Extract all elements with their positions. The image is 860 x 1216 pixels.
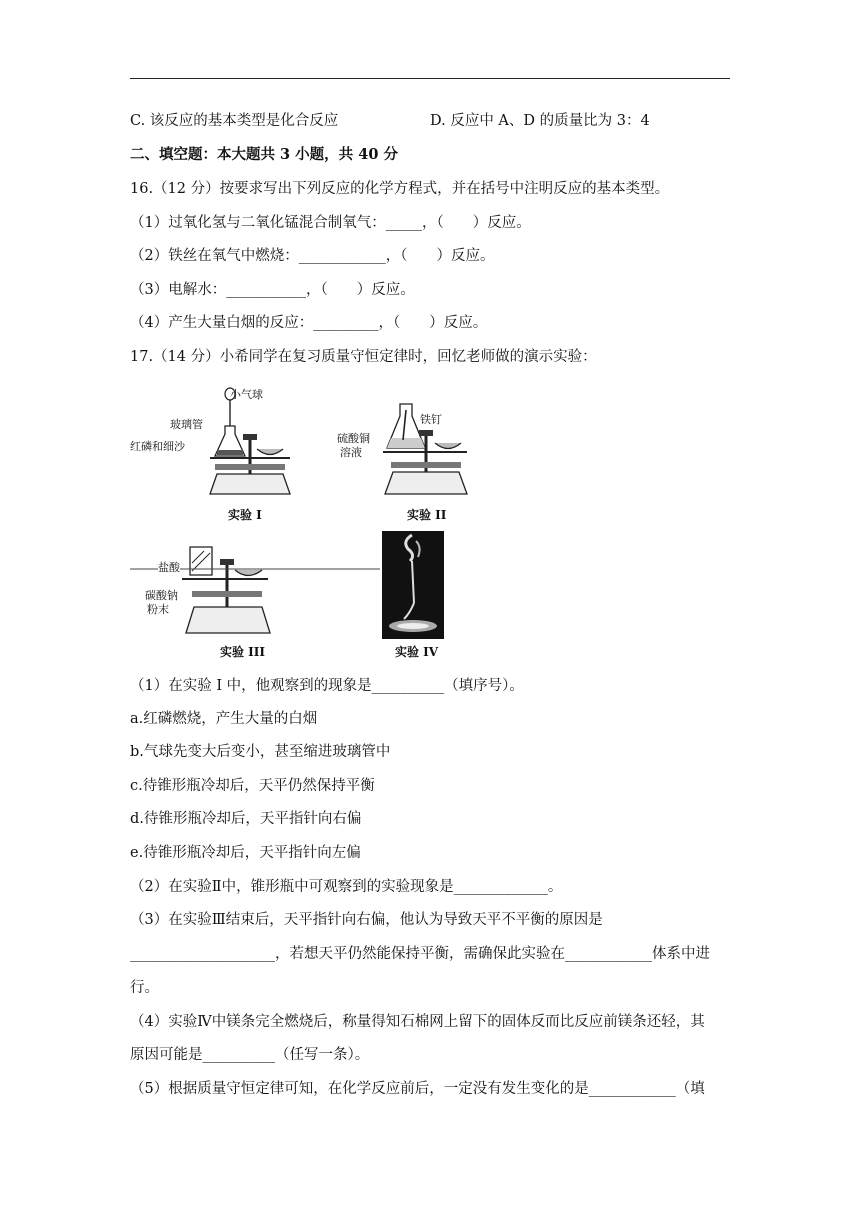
q17-stem: 17.（14 分）小希同学在复习质量守恒定律时，回忆老师做的演示实验： xyxy=(130,349,597,365)
experiment-4-figure xyxy=(382,531,444,639)
q17-part-5: （5）根据质量守恒定律可知，在化学反应前后，一定没有发生变化的是____________（填 xyxy=(130,1081,705,1097)
q17-part-3-line-1: （3）在实验Ⅲ结束后，天平指针向右偏，他认为导致天平不平衡的原因是 xyxy=(130,912,603,928)
option-c: C. 该反应的基本类型是化合反应 xyxy=(130,113,339,129)
q17-choice-b: b.气球先变大后变小，甚至缩进玻璃管中 xyxy=(130,744,391,760)
exp2-label-nail: 铁钉 xyxy=(420,413,442,426)
q16-stem: 16.（12 分）按要求写出下列反应的化学方程式，并在括号中注明反应的基本类型。 xyxy=(130,181,670,197)
header-rule xyxy=(130,78,730,79)
exp3-label-acid: 盐酸 xyxy=(158,561,180,574)
q17-part-2: （2）在实验Ⅱ中，锥形瓶中可观察到的实验现象是_____________。 xyxy=(130,879,563,895)
exp1-label-balloon: 小气球 xyxy=(230,388,263,401)
q16-item-2: （2）铁丝在氧气中燃烧：____________，（ ）反应。 xyxy=(130,248,495,264)
q16-item-1: （1）过氧化氢与二氧化锰混合制氧气：_____，（ ）反应。 xyxy=(130,215,531,231)
experiment-1-figure xyxy=(195,386,305,498)
q16-item-3: （3）电解水：___________，（ ）反应。 xyxy=(130,282,415,298)
option-d: D. 反应中 A、D 的质量比为 3：4 xyxy=(430,113,650,129)
exp3-caption: 实验 III xyxy=(220,645,266,659)
exp4-caption: 实验 IV xyxy=(395,645,439,659)
q17-part-1: （1）在实验 I 中，他观察到的现象是__________（填序号）。 xyxy=(130,678,524,694)
q17-part-4-line-2: 原因可能是__________（任写一条）。 xyxy=(130,1047,370,1063)
q16-item-4: （4）产生大量白烟的反应：_________，（ ）反应。 xyxy=(130,315,488,331)
section-title: 二、填空题：本大题共 3 小题，共 40 分 xyxy=(130,146,398,163)
q17-choice-e: e.待锥形瓶冷却后，天平指针向左偏 xyxy=(130,845,361,861)
exp2-label-copper-sulfate: 硫酸铜 xyxy=(337,432,370,445)
q17-choice-d: d.待锥形瓶冷却后，天平指针向右偏 xyxy=(130,811,362,827)
q17-choice-a: a.红磷燃烧，产生大量的白烟 xyxy=(130,711,318,727)
exp3-label-powder: 粉末 xyxy=(147,603,169,616)
exp1-label-phosphorus: 红磷和细沙 xyxy=(130,440,185,453)
experiment-3-figure xyxy=(180,545,290,637)
q17-part-3-line-2: ____________________，若想天平仍然能保持平衡，需确保此实验在____________体系中进 xyxy=(130,946,710,962)
exp3-label-sodium-carbonate: 碳酸钠 xyxy=(145,589,178,602)
q17-part-4-line-1: （4）实验Ⅳ中镁条完全燃烧后，称量得知石棉网上留下的固体反而比反应前镁条还轻，其 xyxy=(130,1014,705,1030)
exp1-label-glass-tube: 玻璃管 xyxy=(170,418,203,431)
exp2-caption: 实验 II xyxy=(407,508,447,522)
q17-part-3-line-3: 行。 xyxy=(130,980,159,996)
q17-choice-c: c.待锥形瓶冷却后，天平仍然保持平衡 xyxy=(130,778,375,794)
exp1-caption: 实验 I xyxy=(228,508,262,522)
exp2-label-solution: 溶液 xyxy=(340,446,362,459)
